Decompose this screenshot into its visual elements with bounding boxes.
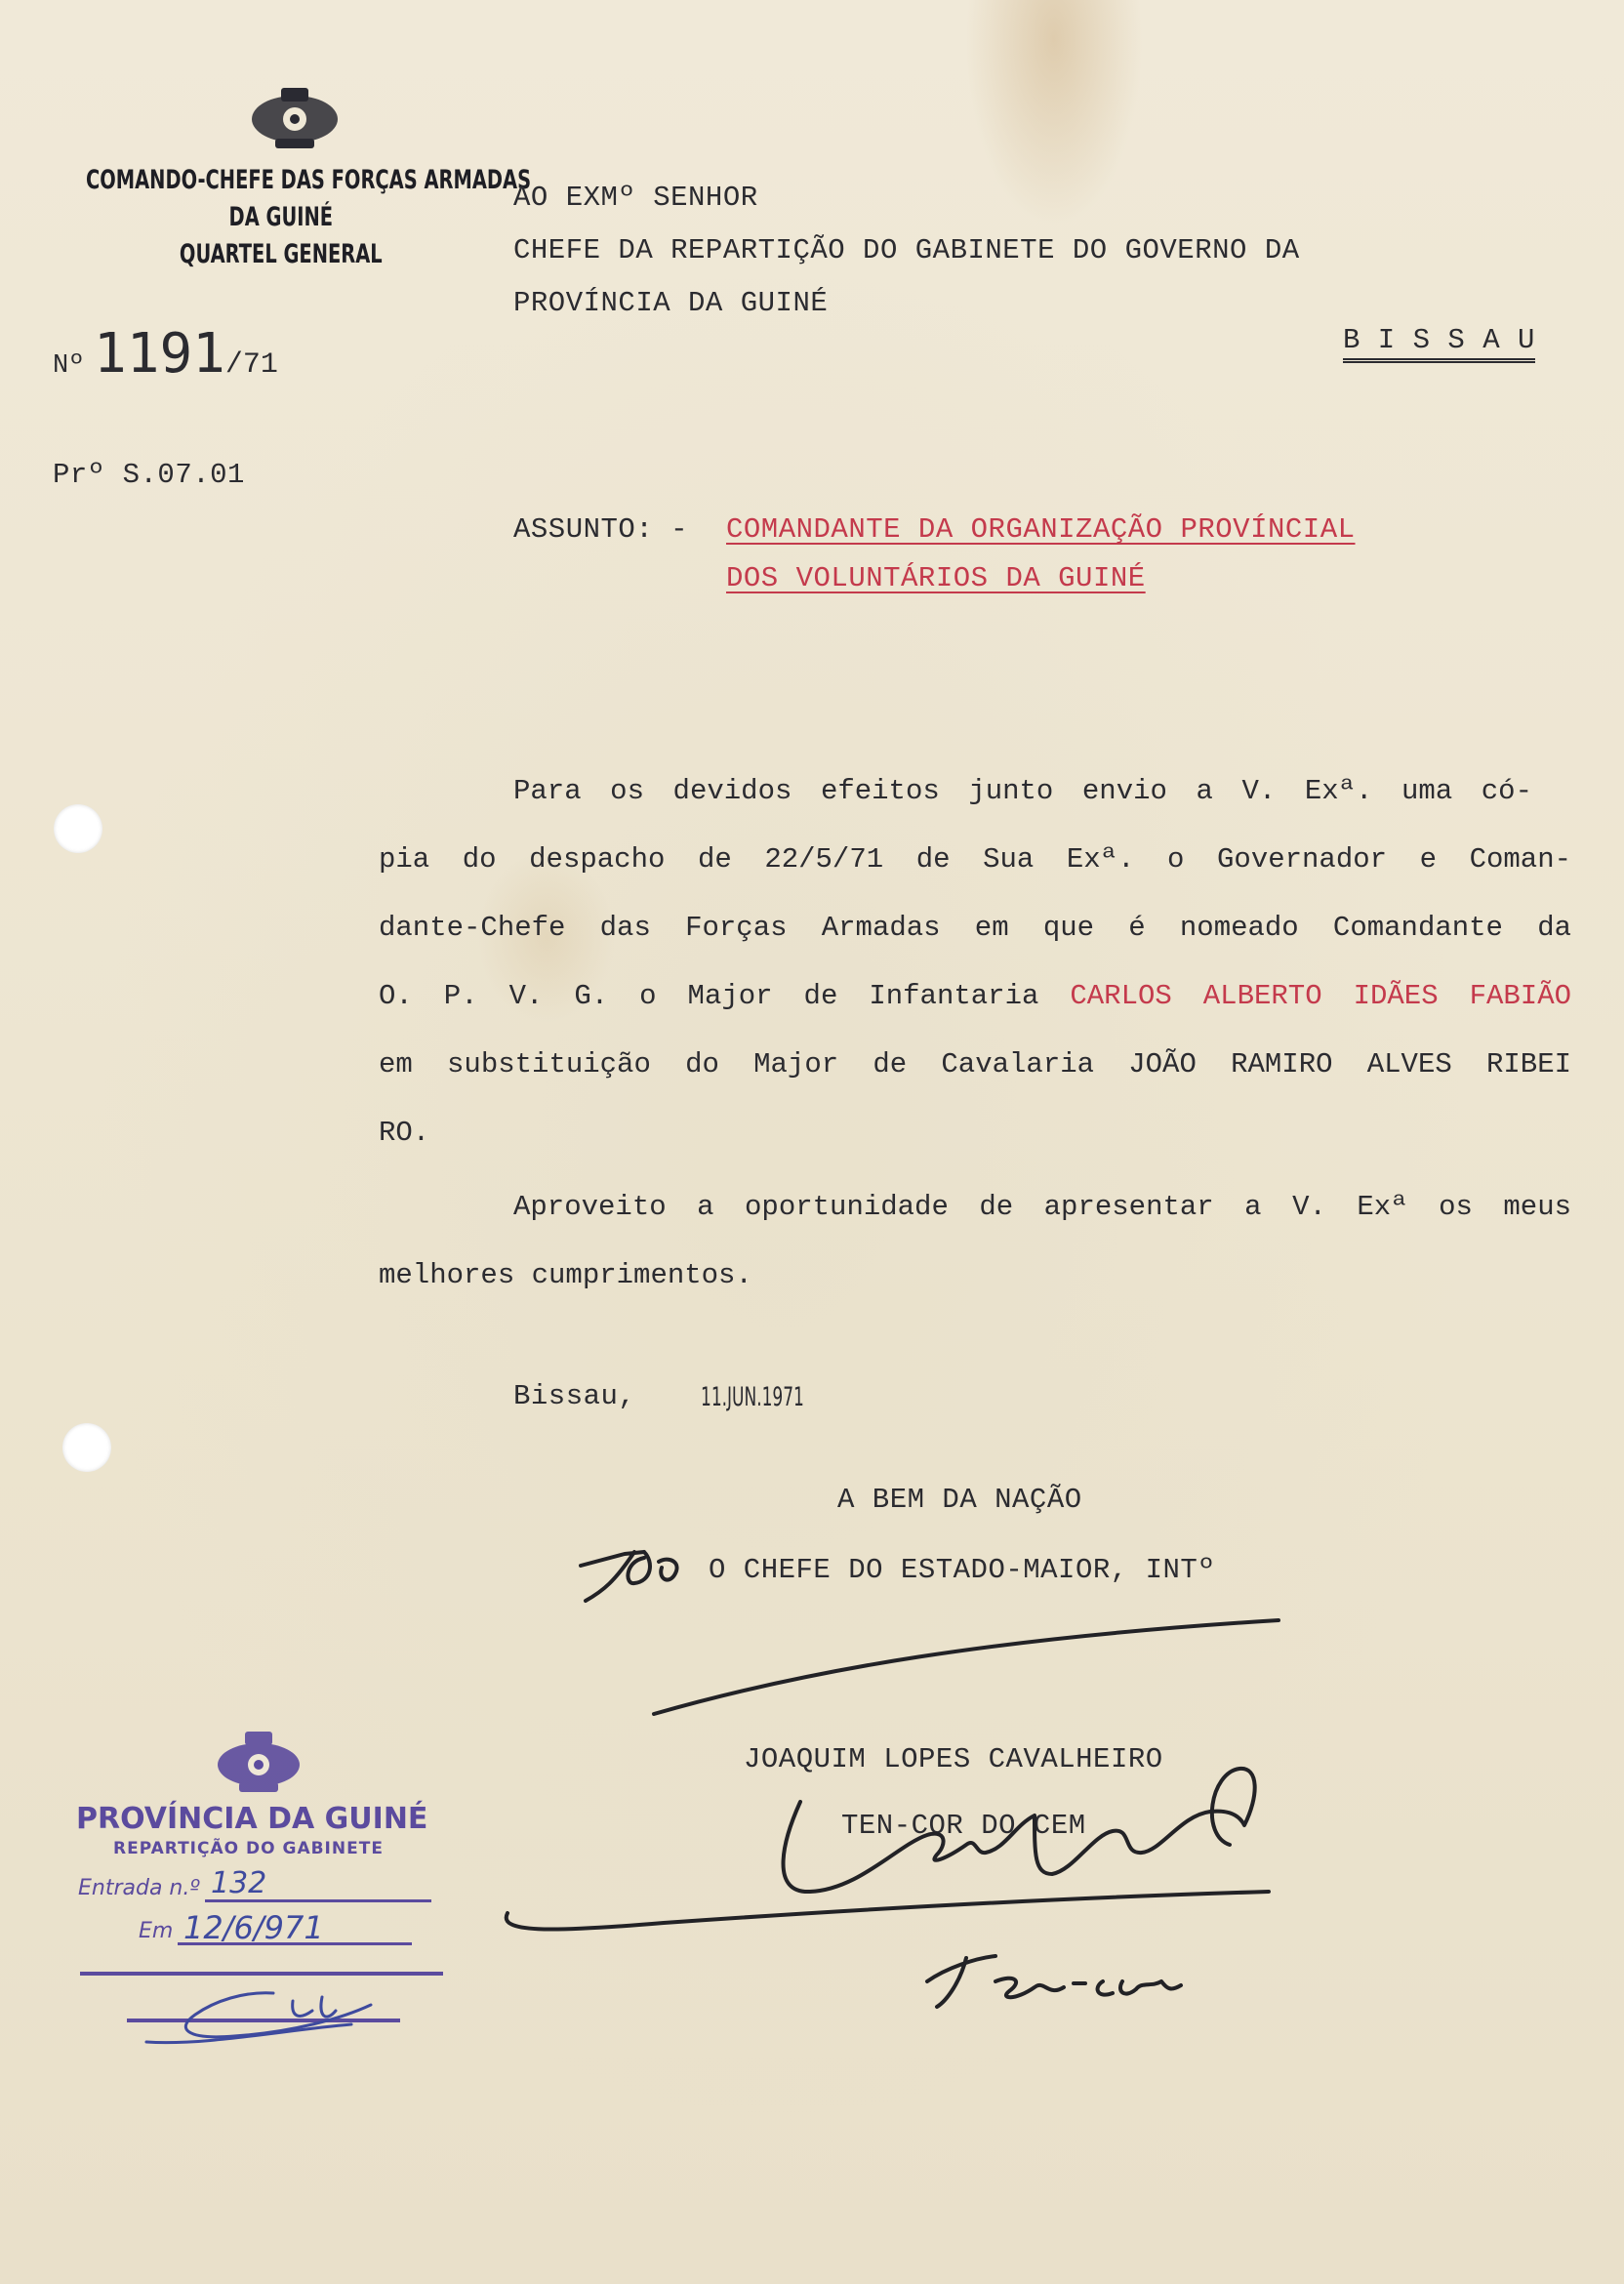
subject-line-2: DOS VOLUNTÁRIOS DA GUINÉ — [726, 562, 1146, 594]
date-stamp: 11.JUN.1971 — [701, 1382, 804, 1412]
reception-stamp — [68, 1728, 459, 2060]
number-value: 1191 — [94, 322, 225, 386]
stamp-crest-icon — [210, 1728, 307, 1798]
subject-label: ASSUNTO: - — [513, 513, 689, 546]
stamp-date-label: Em — [139, 1919, 174, 1943]
handwritten-signature — [488, 1523, 1327, 2011]
addressee-line-1: AO EXMº SENHOR — [513, 182, 758, 214]
letterhead-line-3: QUARTEL GENERAL — [179, 239, 383, 269]
stamp-date-value: 12/6/971 — [183, 1909, 324, 1946]
number-label: Nº — [53, 351, 85, 381]
signatory-rank: TEN-COR DO CEM — [841, 1810, 1086, 1842]
addressee-line-2: CHEFE DA REPARTIÇÃO DO GABINETE DO GOVERNO DA — [513, 234, 1300, 266]
number-year: /71 — [224, 348, 278, 382]
punch-hole — [62, 1423, 111, 1472]
addressee-line-3: PROVÍNCIA DA GUINÉ — [513, 287, 829, 319]
body-line: Para os devidos efeitos junto envio a V. Exª. uma có- — [513, 775, 1532, 807]
stamp-title: PROVÍNCIA DA GUINÉ — [76, 1802, 428, 1836]
body-line: Aproveito a oportunidade de apresentar a V. Exª os meus — [513, 1191, 1571, 1223]
closing-place: Bissau, — [513, 1380, 636, 1412]
stamp-entry-label: Entrada n.º — [78, 1876, 200, 1900]
body-line: melhores cumprimentos. — [379, 1259, 752, 1291]
reference-number — [53, 322, 278, 386]
subject-line-1: COMANDANTE DA ORGANIZAÇÃO PROVÍNCIAL — [726, 513, 1356, 546]
crest-emblem-icon — [246, 80, 344, 158]
letterhead — [86, 162, 532, 273]
process-reference: Prº S.07.01 — [53, 459, 245, 491]
stamp-date-line — [178, 1942, 412, 1945]
closing-role: O CHEFE DO ESTADO-MAIOR, INTº — [709, 1554, 1216, 1586]
stamp-subtitle: REPARTIÇÃO DO GABINETE — [113, 1839, 384, 1858]
punch-hole — [54, 804, 102, 853]
body-line: em substituição do Major de Cavalaria JOÃO RAMIRO ALVES RIBEI — [379, 1048, 1571, 1081]
letterhead-line-1: COMANDO-CHEFE DAS FORÇAS ARMADAS — [86, 165, 532, 195]
body-text: O. P. V. G. o Major de Infantaria — [379, 980, 1039, 1012]
stamp-initials — [127, 1972, 420, 2060]
body-line: RO. — [379, 1117, 430, 1149]
body-line — [379, 980, 1571, 1012]
body-line: pia do despacho de 22/5/71 de Sua Exª. o Governador e Coman- — [379, 843, 1571, 876]
appointee-name: CARLOS ALBERTO IDÃES FABIÃO — [1070, 980, 1571, 1012]
stamp-entry-line — [205, 1899, 431, 1902]
addressee-city: B I S S A U — [1343, 324, 1535, 363]
body-line: dante-Chefe das Forças Armadas em que é nomeado Comandante da — [379, 912, 1571, 944]
stamp-entry-value: 132 — [211, 1866, 267, 1900]
signatory-name: JOAQUIM LOPES CAVALHEIRO — [744, 1743, 1163, 1775]
closing-motto: A BEM DA NAÇÃO — [837, 1484, 1082, 1516]
letterhead-line-2: DA GUINÉ — [228, 202, 334, 232]
